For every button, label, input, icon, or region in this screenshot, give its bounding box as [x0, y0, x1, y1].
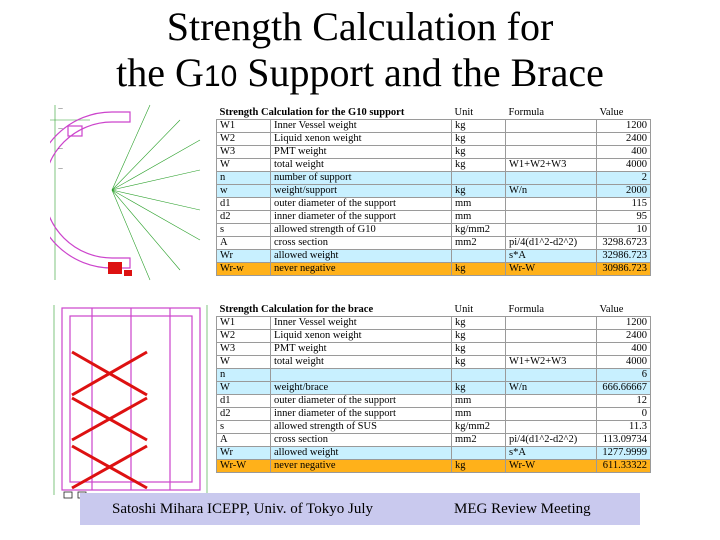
row-formula: W1+W2+W3 [506, 356, 597, 369]
row-symbol: W [217, 356, 271, 369]
table-row [217, 159, 651, 172]
row-symbol: W2 [217, 330, 271, 343]
row-formula [506, 172, 597, 185]
row-description: Inner Vessel weight [271, 317, 452, 330]
row-formula: Wr-W [506, 263, 597, 276]
table-row [217, 120, 651, 133]
table-row [217, 237, 651, 250]
row-symbol: W3 [217, 146, 271, 159]
row-symbol: d2 [217, 211, 271, 224]
row-unit: kg [452, 146, 506, 159]
row-value: 666.66667 [597, 382, 651, 395]
row-unit: kg [452, 330, 506, 343]
row-unit: mm [452, 198, 506, 211]
row-unit: kg [452, 185, 506, 198]
row-description: inner diameter of the support [271, 408, 452, 421]
table-row [217, 172, 651, 185]
table-row [217, 382, 651, 395]
row-symbol: Wr-W [217, 460, 271, 473]
row-formula: W1+W2+W3 [506, 159, 597, 172]
row-formula [506, 369, 597, 382]
row-formula [506, 224, 597, 237]
row-description: Inner Vessel weight [271, 120, 452, 133]
row-symbol: A [217, 434, 271, 447]
row-unit: kg [452, 343, 506, 356]
row-formula [506, 343, 597, 356]
row-description: weight/support [271, 185, 452, 198]
row-value: 6 [597, 369, 651, 382]
row-unit: kg [452, 356, 506, 369]
value-header: Value [599, 106, 624, 118]
table-row [217, 330, 651, 343]
table-row [217, 356, 651, 369]
table-row [217, 343, 651, 356]
slide-title [0, 4, 720, 100]
row-formula: W/n [506, 382, 597, 395]
row-value: 2400 [597, 330, 651, 343]
row-description: outer diameter of the support [271, 198, 452, 211]
title-line-2 [0, 50, 720, 100]
table-row [217, 211, 651, 224]
table-row [217, 447, 651, 460]
row-formula [506, 408, 597, 421]
row-description: allowed strength of G10 [271, 224, 452, 237]
row-value: 2400 [597, 133, 651, 146]
table-row [217, 395, 651, 408]
row-symbol: A [217, 237, 271, 250]
footer-author: Satoshi Mihara ICEPP, Univ. of Tokyo July [112, 501, 374, 517]
row-value: 3298.6723 [597, 237, 651, 250]
row-symbol: Wr [217, 447, 271, 460]
row-description: number of support [271, 172, 452, 185]
table-row [217, 460, 651, 473]
row-formula [506, 317, 597, 330]
row-value: 115 [597, 198, 651, 211]
row-description: Liquid xenon weight [271, 330, 452, 343]
formula-header: Formula [508, 106, 545, 118]
row-symbol: d1 [217, 198, 271, 211]
support-strength-table [216, 106, 651, 276]
row-formula: pi/4(d1^2-d2^2) [506, 237, 597, 250]
row-unit: kg [452, 120, 506, 133]
row-formula [506, 330, 597, 343]
row-description: total weight [271, 356, 452, 369]
table-row [217, 133, 651, 146]
table-row [217, 317, 651, 330]
row-symbol: w [217, 185, 271, 198]
row-unit: mm [452, 211, 506, 224]
row-unit: mm2 [452, 434, 506, 447]
row-symbol: W1 [217, 120, 271, 133]
row-symbol: s [217, 421, 271, 434]
row-description: PMT weight [271, 146, 452, 159]
row-symbol: n [217, 369, 271, 382]
row-formula [506, 120, 597, 133]
row-description: PMT weight [271, 343, 452, 356]
row-formula: W/n [506, 185, 597, 198]
row-description: Liquid xenon weight [271, 133, 452, 146]
row-description: cross section [271, 237, 452, 250]
row-value: 2 [597, 172, 651, 185]
row-formula: s*A [506, 250, 597, 263]
row-symbol: d1 [217, 395, 271, 408]
table-row [217, 185, 651, 198]
table-row [217, 408, 651, 421]
row-value: 4000 [597, 159, 651, 172]
row-unit: mm [452, 395, 506, 408]
table-row [217, 146, 651, 159]
brace-drawing [52, 300, 212, 500]
row-value: 1277.9999 [597, 447, 651, 460]
unit-header: Unit [454, 106, 474, 118]
row-formula [506, 395, 597, 408]
row-value: 11.3 [597, 421, 651, 434]
row-symbol: d2 [217, 408, 271, 421]
table-row [217, 198, 651, 211]
row-symbol: W2 [217, 133, 271, 146]
row-formula [506, 198, 597, 211]
row-unit: kg/mm2 [452, 224, 506, 237]
row-unit [452, 447, 506, 460]
row-value: 10 [597, 224, 651, 237]
row-value: 2000 [597, 185, 651, 198]
row-description: never negative [271, 263, 452, 276]
row-unit: kg [452, 133, 506, 146]
row-description: outer diameter of the support [271, 395, 452, 408]
title-line-2-post: Support and the Brace [237, 50, 604, 95]
table-title: Strength Calculation for the G10 support [219, 106, 405, 118]
row-formula: pi/4(d1^2-d2^2) [506, 434, 597, 447]
title-g10: 10 [203, 60, 238, 93]
brace-strength-table [216, 303, 651, 473]
row-unit: kg [452, 317, 506, 330]
table-header-row [217, 106, 651, 120]
row-formula: s*A [506, 447, 597, 460]
support-drawing [50, 100, 210, 290]
table-header-row [217, 303, 651, 317]
row-value: 0 [597, 408, 651, 421]
row-description: allowed weight [271, 447, 452, 460]
row-symbol: n [217, 172, 271, 185]
row-description: allowed strength of SUS [271, 421, 452, 434]
row-unit: kg [452, 382, 506, 395]
row-value: 95 [597, 211, 651, 224]
row-value: 611.33322 [597, 460, 651, 473]
row-value: 1200 [597, 317, 651, 330]
row-symbol: W [217, 382, 271, 395]
row-value: 32986.723 [597, 250, 651, 263]
row-formula [506, 146, 597, 159]
row-description: inner diameter of the support [271, 211, 452, 224]
row-formula [506, 133, 597, 146]
row-value: 12 [597, 395, 651, 408]
row-description: cross section [271, 434, 452, 447]
row-value: 400 [597, 146, 651, 159]
svg-text:—: — [58, 146, 63, 152]
row-description: weight/brace [271, 382, 452, 395]
row-description [271, 369, 452, 382]
table-row [217, 421, 651, 434]
row-symbol: Wr-w [217, 263, 271, 276]
table-row [217, 369, 651, 382]
svg-text:—: — [58, 106, 63, 112]
footer-meeting: MEG Review Meeting [454, 501, 591, 517]
row-unit: mm2 [452, 237, 506, 250]
row-unit: kg/mm2 [452, 421, 506, 434]
row-formula: Wr-W [506, 460, 597, 473]
row-formula [506, 421, 597, 434]
row-value: 1200 [597, 120, 651, 133]
title-line-2-pre: the G [116, 50, 204, 95]
row-unit: kg [452, 159, 506, 172]
row-unit: mm [452, 408, 506, 421]
table-row [217, 250, 651, 263]
row-unit [452, 250, 506, 263]
row-symbol: W1 [217, 317, 271, 330]
row-unit: kg [452, 460, 506, 473]
table-title: Strength Calculation for the brace [219, 303, 374, 315]
row-value: 400 [597, 343, 651, 356]
row-value: 4000 [597, 356, 651, 369]
row-symbol: W3 [217, 343, 271, 356]
formula-header: Formula [508, 303, 545, 315]
row-symbol: Wr [217, 250, 271, 263]
row-formula [506, 211, 597, 224]
row-description: allowed weight [271, 250, 452, 263]
table-row [217, 224, 651, 237]
row-symbol: s [217, 224, 271, 237]
row-unit [452, 369, 506, 382]
svg-text:—: — [58, 166, 63, 172]
row-description: total weight [271, 159, 452, 172]
row-value: 30986.723 [597, 263, 651, 276]
title-line-1: Strength Calculation for [166, 4, 554, 49]
slide-footer [80, 493, 640, 525]
table-row [217, 434, 651, 447]
value-header: Value [599, 303, 624, 315]
table-row [217, 263, 651, 276]
row-unit: kg [452, 263, 506, 276]
row-value: 113.09734 [597, 434, 651, 447]
row-unit [452, 172, 506, 185]
svg-text:—: — [58, 126, 63, 132]
row-description: never negative [271, 460, 452, 473]
unit-header: Unit [454, 303, 474, 315]
row-symbol: W [217, 159, 271, 172]
